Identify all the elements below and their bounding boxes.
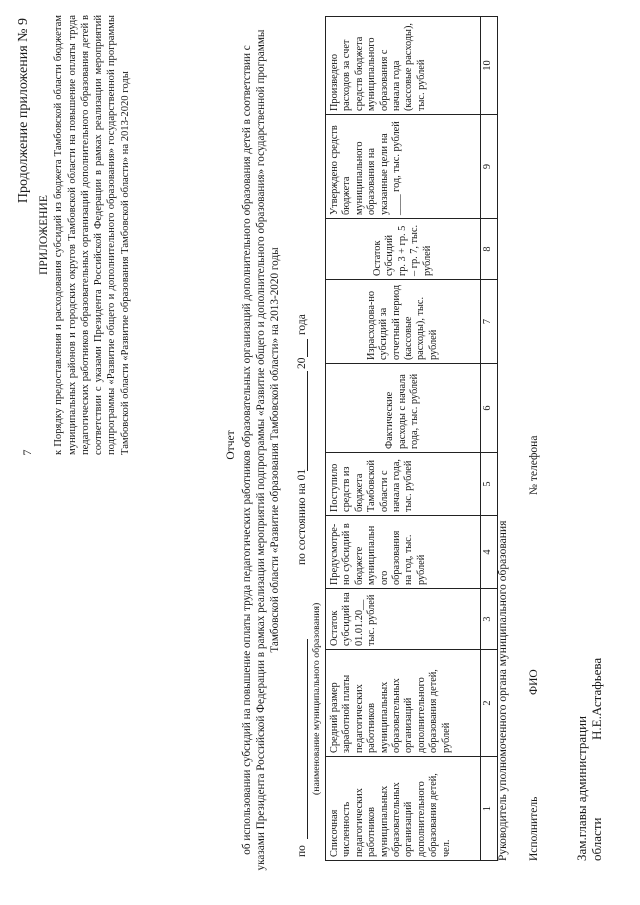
annex-block <box>38 15 132 455</box>
table-header-cell: Остаток субсидий на 01.01.20__ тыс. рублей <box>326 589 481 650</box>
annex-title: ПРИЛОЖЕНИЕ <box>38 195 50 275</box>
state-date-blank-line <box>307 371 308 471</box>
table-number-cell: 3 <box>481 589 498 650</box>
continuation-heading: Продолжение приложения № 9 <box>16 18 31 204</box>
table-number-cell: 2 <box>481 650 498 757</box>
signatory-position-line: Зам.главы администрации <box>574 715 589 861</box>
executor-label: Исполнитель <box>528 796 540 861</box>
table-number-cell: 7 <box>481 280 498 364</box>
municipality-caption: (наименование муниципального образования) <box>311 602 322 795</box>
head-of-authority-label: Руководитель уполномоченного органа муниципального образования <box>497 520 509 861</box>
fio-label: ФИО <box>528 669 540 695</box>
state-year-prefix: 20 <box>296 357 308 369</box>
table-header-cell: Остаток субсидий гр. 3 + гр. 5 – гр. 7, тыс. рублей <box>326 219 481 280</box>
table-header-cell: Списочная численность педагогических работников муниципальных образовательных организаций дополнительного образования детей, чел. <box>326 757 481 861</box>
table-number-cell: 5 <box>481 453 498 516</box>
table-number-cell: 1 <box>481 757 498 861</box>
table-header-row <box>326 17 481 861</box>
state-year-suffix: года <box>296 314 308 335</box>
table-header-cell: Израсходова-но субсидий за отчетный период (кассовые расходы), тыс. рублей <box>326 280 481 364</box>
signatory-name: Н.Е.Астафьева <box>589 657 604 740</box>
report-table <box>325 16 498 861</box>
table-number-cell: 6 <box>481 364 498 453</box>
municipality-label: по <box>296 845 308 857</box>
table-header-cell: Предусмотре-но субсидий в бюджете муниципальн ого образования на год, тыс. рублей <box>326 516 481 589</box>
report-description: об использовании субсидий на повышение оплаты труда педагогических работников образовательных организаций дополнительного образования детей в соответствии с указами Президента Российской Федерации в рамках реализации мероприятий подпрограммы «Развитие общего и дополнительного образования» государственной программы Тамбовской области «Развитие образования Тамбовской области» на 2013-2020 годы <box>241 29 282 871</box>
state-year-blank-line <box>307 339 308 357</box>
table-header-cell: Фактические расходы с начала года, тыс. рублей <box>326 364 481 453</box>
table-number-row <box>481 17 498 861</box>
report-title: Отчет <box>225 430 237 460</box>
state-date-label: по состоянию на 01 <box>296 468 308 565</box>
table-number-cell: 9 <box>481 115 498 219</box>
phone-label: № телефона <box>528 435 540 495</box>
table-number-cell: 4 <box>481 516 498 589</box>
page-number: 7 <box>20 449 34 456</box>
table-number-cell: 10 <box>481 17 498 115</box>
signatory-position-line: области <box>589 817 604 861</box>
table-header-cell: Средний размер заработной платы педагогических работников муниципальных образовательных организаций дополнительного образования детей, рублей <box>326 650 481 757</box>
table-number-cell: 8 <box>481 219 498 280</box>
municipality-blank-line <box>307 639 308 839</box>
table-header-cell: Утверждено средств бюджета муниципального образования на указанные цели на ____ год, тыс. рублей <box>326 115 481 219</box>
annex-text: к Порядку предоставления и расходования субсидий из бюджета Тамбовской области бюджетам муниципальных районов и городских округов Тамбовской области на повышение оплаты труда педагогических работников образовательных организаций дополнительного образования детей в соответствии с указами Президента Российской Федерации в рамках реализации мероприятий подпрограммы «Развитие общего и дополнительного образования» государственной программы Тамбовской области «Развитие образования Тамбовской области» на 2013-2020 годы <box>53 15 131 455</box>
table-header-cell: Поступило средств из бюджета Тамбовской области с начала года, тыс. рублей <box>326 453 481 516</box>
table-header-cell: Произведено расходов за счет средств бюджета муниципального образования с начала года (кассовые расходы), тыс. рублей <box>326 17 481 115</box>
